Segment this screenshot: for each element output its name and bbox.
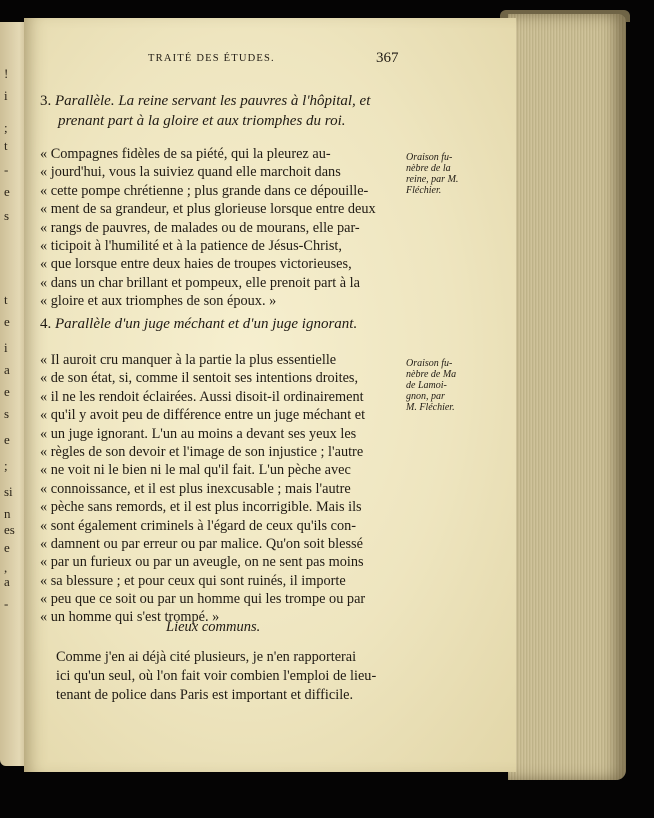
left-page-fragment: a xyxy=(4,574,10,589)
book-page-edges xyxy=(508,14,626,780)
left-page-fragment: t xyxy=(4,138,8,153)
page-header xyxy=(24,50,516,70)
margin-note-line: Oraison fu- xyxy=(406,358,453,369)
section-3-number: 3. xyxy=(40,93,52,109)
margin-note-line: nèbre de la xyxy=(406,163,451,174)
section-4-text-line: « il ne les rendoit éclairées. Aussi disoit-il ordinairement xyxy=(40,388,364,405)
book-page xyxy=(24,18,516,772)
section-4-number: 4. xyxy=(40,316,52,332)
section-4-text-line: « connoissance, et il est plus inexcusable ; mais l'autre xyxy=(40,480,351,497)
left-page-fragment: e xyxy=(4,184,10,199)
left-page-fragment: i xyxy=(4,88,8,103)
running-head: TRAITÉ DES ÉTUDES. xyxy=(148,53,275,64)
section-4-text-line: « ne voit ni le bien ni le mal qu'il fait. L'un pèche avec xyxy=(40,462,351,479)
left-page-fragment: a xyxy=(4,362,10,377)
section-4-text-line: « de son état, si, comme il sentoit ses intentions droites, xyxy=(40,370,359,387)
lieux-communs-text-line: tenant de police dans Paris est important et difficile. xyxy=(56,687,354,703)
margin-note-line: Fléchier. xyxy=(406,185,442,196)
margin-note-line: nèbre de Ma xyxy=(406,369,457,380)
section-4-text-line: « par un furieux ou par un aveugle, on ne sent pas moins xyxy=(40,554,364,571)
left-page-fragment: e xyxy=(4,540,10,555)
section-3-text-line: « rangs de pauvres, de malades ou de mourans, elle par- xyxy=(40,219,360,236)
section-4-margin-note xyxy=(406,358,476,413)
left-page-fragment: , xyxy=(4,560,8,575)
margin-note-line: Oraison fu- xyxy=(406,152,453,163)
section-3-text-line: « ment de sa grandeur, et plus glorieuse lorsque entre deux xyxy=(40,201,376,218)
section-4-heading-text: Parallèle d'un juge méchant et d'un juge ignorant. xyxy=(55,316,358,332)
section-3-margin-note xyxy=(406,152,476,196)
left-page-fragment: e xyxy=(4,432,10,447)
left-page-fragment: si xyxy=(4,484,13,499)
section-3-text-line: « dans un char brillant et pompeux, elle prenoit part à la xyxy=(40,274,360,291)
section-4-quote xyxy=(40,351,400,627)
section-3-text-line: « cette pompe chrétienne ; plus grande dans ce dépouille- xyxy=(40,182,369,199)
left-page-fragment: e xyxy=(4,384,10,399)
margin-note-line: de Lamoi- xyxy=(406,380,447,391)
left-page-fragment: t xyxy=(4,292,8,307)
margin-note-line: reine, par M. xyxy=(406,174,459,185)
left-page-fragment: ! xyxy=(4,66,9,81)
left-page-fragment: es xyxy=(4,522,15,537)
section-3-text-line: « ticipoit à l'humilité et à la patience de Jésus-Christ, xyxy=(40,237,342,254)
lieux-communs-text-line: Comme j'en ai déjà cité plusieurs, je n'en rapporterai xyxy=(56,649,357,665)
section-4-heading xyxy=(40,314,357,334)
left-page-fragment: i xyxy=(4,340,8,355)
section-4-text-line: « un juge ignorant. L'un au moins a devant ses yeux les xyxy=(40,425,357,442)
section-3-text-line: « jourd'hui, vous la suiviez quand elle marchoit dans xyxy=(40,164,341,181)
section-4-text-line: « sa blessure ; et pour ceux qui sont ruinés, il importe xyxy=(40,572,346,589)
lieux-communs-text-line: ici qu'un seul, où l'on fait voir combien l'emploi de lieu- xyxy=(56,668,377,684)
section-4-text-line: « sont également criminels à l'égard de ceux qu'ils con- xyxy=(40,517,357,534)
margin-note-line: M. Fléchier. xyxy=(406,402,455,413)
left-page-fragment: ; xyxy=(4,120,8,135)
section-4-text-line: « qu'il y avoit peu de différence entre un juge méchant et xyxy=(40,407,366,424)
lieux-communs-heading: Lieux communs. xyxy=(166,619,261,635)
margin-note-line: gnon, par xyxy=(406,391,445,402)
section-3-heading-line2: prenant part à la gloire et aux triomphes du roi. xyxy=(58,113,346,129)
left-page-fragment: s xyxy=(4,406,10,421)
section-3-text-line: « que lorsque entre deux haies de troupes victorieuses, xyxy=(40,256,352,273)
section-3-quote xyxy=(40,145,400,311)
page-number: 367 xyxy=(376,50,399,66)
left-page-fragment: - xyxy=(4,596,9,611)
section-3-heading xyxy=(40,91,370,111)
section-4-text-line: « Il auroit cru manquer à la partie la plus essentielle xyxy=(40,352,337,368)
left-page-fragment: e xyxy=(4,314,10,329)
section-3-text-line: « gloire et aux triomphes de son époux. » xyxy=(40,293,277,310)
section-3-text-line: « Compagnes fidèles de sa piété, qui la pleurez au- xyxy=(40,146,331,162)
section-4-text-line: « pèche sans remords, et il est plus incorrigible. Mais ils xyxy=(40,499,362,516)
lieux-communs-paragraph xyxy=(56,648,402,705)
left-page-fragment: ; xyxy=(4,458,8,473)
section-3-heading-line1: Parallèle. La reine servant les pauvres à l'hôpital, et xyxy=(55,93,371,109)
section-4-text-line: « un homme qui s'est trompé. » xyxy=(40,609,220,626)
left-page-fragment: n xyxy=(4,506,11,521)
left-page-fragment: - xyxy=(4,162,9,177)
section-4-text-line: « peu que ce soit ou par un homme qui les trompe ou par xyxy=(40,591,366,608)
section-4-text-line: « damnent ou par erreur ou par malice. Qu'on soit blessé xyxy=(40,535,363,552)
left-page-fragment: s xyxy=(4,208,10,223)
section-4-text-line: « règles de son devoir et l'image de son injustice ; l'autre xyxy=(40,443,364,460)
